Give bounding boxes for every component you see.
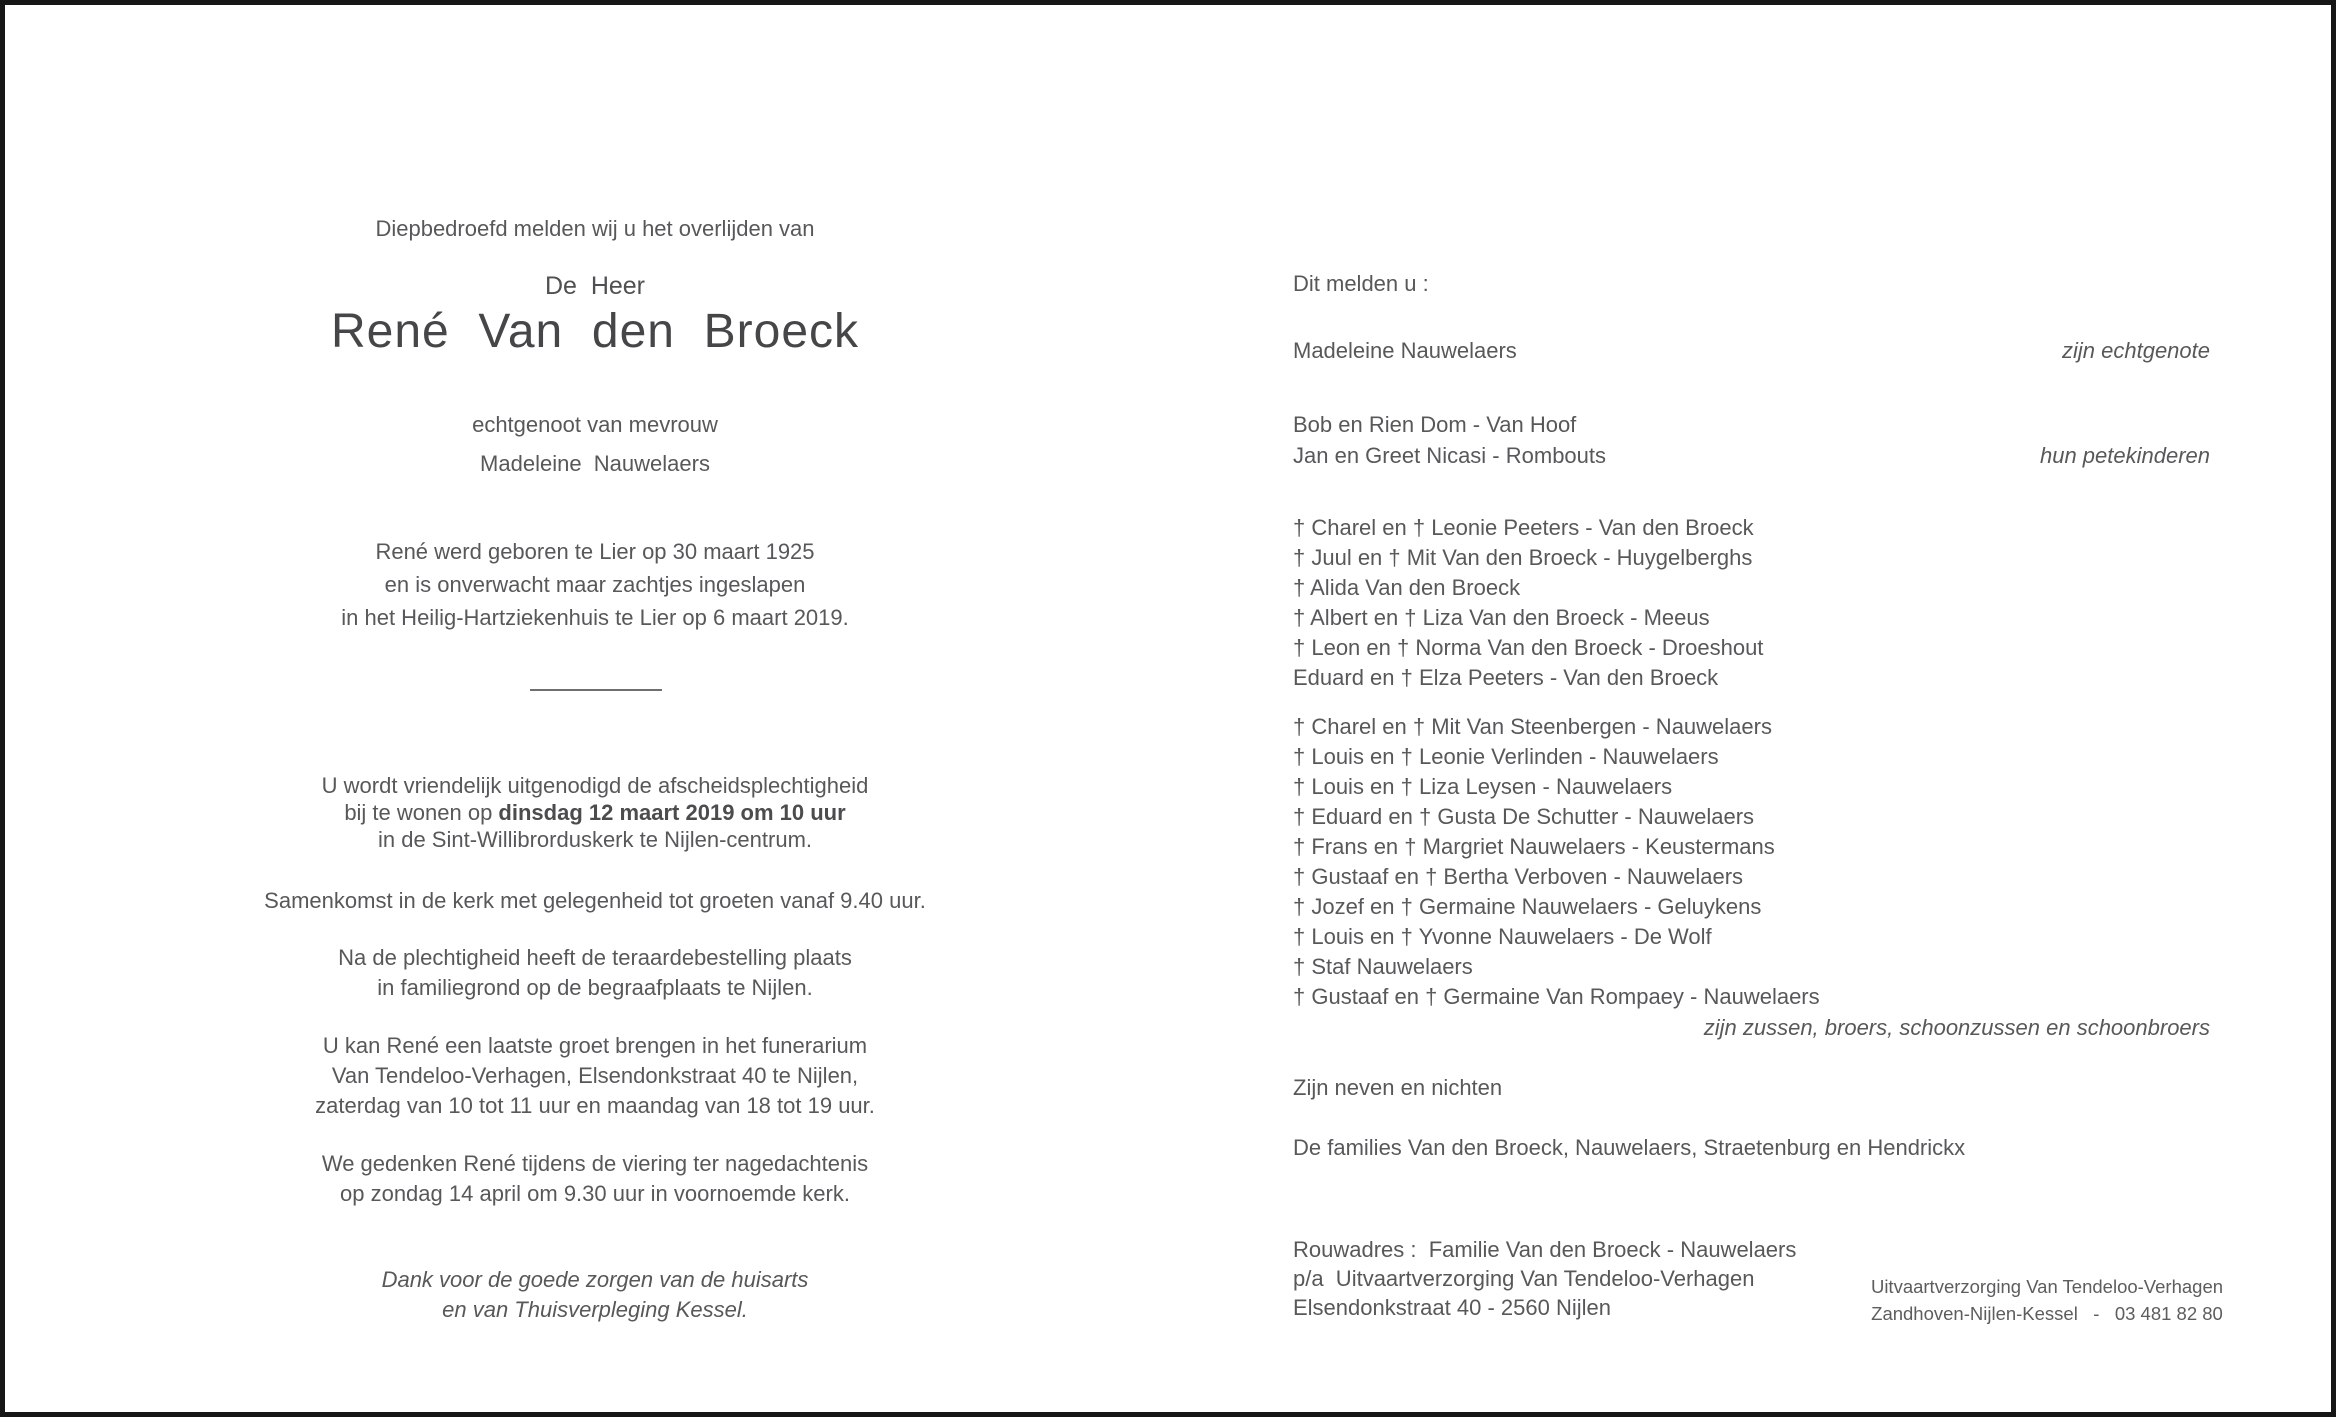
announcers-header (1293, 269, 2210, 299)
announcers-header-text: Dit melden u : (1293, 271, 1429, 296)
sibling-line: † Staf Nauwelaers (1293, 954, 1473, 979)
widow-name: Madeleine Nauwelaers (1293, 338, 1517, 363)
mourning-address-line-2: p/a Uitvaartverzorging Van Tendeloo-Verhagen (1293, 1266, 1755, 1291)
godchild-1: Bob en Rien Dom - Van Hoof (1293, 412, 1577, 437)
mourning-address-line-1: Rouwadres : Familie Van den Broeck - Nauwelaers (1293, 1237, 1797, 1262)
deceased-name (155, 304, 1035, 360)
invitation-date-bold: dinsdag 12 maart 2019 om 10 uur (498, 800, 846, 825)
sibling-line: † Gustaaf en † Bertha Verboven - Nauwelaers (1293, 864, 1744, 889)
sibling-line: † Louis en † Leonie Verlinden - Nauwelaers (1293, 744, 1719, 769)
widow-row (1293, 336, 2210, 366)
sibling-line: † Jozef en † Germaine Nauwelaers - Geluykens (1293, 894, 1762, 919)
salutation-text: De Heer (544, 272, 646, 300)
invitation-line-1: U wordt vriendelijk uitgenodigd de afscheidsplechtigheid (321, 773, 869, 798)
sibling-line: † Eduard en † Gusta De Schutter - Nauwelaers (1293, 804, 1755, 829)
undertaker-locations-phone: Zandhoven-Nijlen-Kessel - 03 481 82 80 (1871, 1303, 2223, 1324)
spouse-intro: echtgenoot van mevrouw (472, 412, 718, 437)
invitation-block (155, 772, 1035, 853)
spouse-name: Madeleine Nauwelaers (480, 451, 710, 476)
funerarium-line-3: zaterdag van 10 tot 11 uur en maandag van 18 tot 19 uur. (315, 1093, 875, 1118)
burial-line-1: Na de plechtigheid heeft de teraardebestelling plaats (338, 945, 852, 970)
families-line (1293, 1133, 2210, 1163)
siblings-relation-text: zijn zussen, broers, schoonzussen en schoonbroers (1703, 1015, 2210, 1040)
invitation-line-3: in de Sint-Willibrorduskerk te Nijlen-centrum. (377, 827, 813, 852)
siblings-relation (1293, 1013, 2210, 1043)
families-text: De families Van den Broeck, Nauwelaers, Straetenburg en Hendrickx (1293, 1135, 1966, 1160)
gathering-text: Samenkomst in de kerk met gelegenheid tot groeten vanaf 9.40 uur. (264, 888, 926, 913)
burial-line-2: in familiegrond op de begraafplaats te Nijlen. (377, 975, 813, 1000)
life-line-3: in het Heilig-Hartziekenhuis te Lier op 6 maart 2019. (341, 605, 849, 630)
funerarium-block (155, 1031, 1035, 1121)
godchildren-block (1293, 409, 2210, 471)
invitation-line-2 (155, 799, 1035, 826)
sibling-line: † Louis en † Yvonne Nauwelaers - De Wolf (1293, 924, 1712, 949)
life-line-1: René werd geboren te Lier op 30 maart 1925 (375, 539, 815, 564)
godchildren-relation: hun petekinderen (2039, 443, 2210, 468)
thanks-line-1: Dank voor de goede zorgen van de huisarts (381, 1267, 809, 1292)
section-divider (530, 689, 662, 691)
thanks-block (155, 1265, 1035, 1325)
siblings-group-1 (1293, 513, 2210, 693)
nephews-text: Zijn neven en nichten (1293, 1075, 1503, 1100)
mourning-address-line-3: Elsendonkstraat 40 - 2560 Nijlen (1293, 1295, 1611, 1320)
nephews-line (1293, 1073, 2210, 1103)
sibling-line: † Albert en † Liza Van den Broeck - Meeus (1293, 605, 1710, 630)
godchild-2: Jan en Greet Nicasi - Rombouts (1293, 443, 1607, 468)
undertaker-name: Uitvaartverzorging Van Tendeloo-Verhagen (1870, 1276, 2224, 1297)
salutation (155, 271, 1035, 301)
gathering-line (155, 884, 1035, 917)
invitation-line-2-pre: bij te wonen op (344, 800, 499, 825)
godchild-row-2 (1293, 440, 2210, 471)
sibling-line: † Charel en † Mit Van Steenbergen - Nauwelaers (1293, 714, 1772, 739)
spouse-block (155, 405, 1035, 483)
siblings-group-2 (1293, 712, 2210, 1012)
life-block (155, 535, 1035, 634)
life-line-2: en is onverwacht maar zachtjes ingeslapen (384, 572, 806, 597)
sibling-line: † Leon en † Norma Van den Broeck - Droeshout (1293, 635, 1764, 660)
intro-line (155, 212, 1035, 245)
memorial-line-2: op zondag 14 april om 9.30 uur in voornoemde kerk. (340, 1181, 850, 1206)
funerarium-line-2: Van Tendeloo-Verhagen, Elsendonkstraat 40 te Nijlen, (331, 1063, 859, 1088)
intro-text: Diepbedroefd melden wij u het overlijden van (375, 216, 815, 241)
sibling-line: † Louis en † Liza Leysen - Nauwelaers (1293, 774, 1673, 799)
memorial-block (155, 1149, 1035, 1209)
sibling-line: † Frans en † Margriet Nauwelaers - Keustermans (1293, 834, 1775, 859)
thanks-line-2: en van Thuisverpleging Kessel. (442, 1297, 748, 1322)
sibling-line: Eduard en † Elza Peeters - Van den Broeck (1293, 665, 1719, 690)
memorial-line-1: We gedenken René tijdens de viering ter nagedachtenis (321, 1151, 869, 1176)
funerarium-line-1: U kan René een laatste groet brengen in het funerarium (322, 1033, 868, 1058)
sibling-line: † Gustaaf en † Germaine Van Rompaey - Nauwelaers (1293, 984, 1820, 1009)
undertaker-credit (1867, 1273, 2227, 1327)
sibling-line: † Juul en † Mit Van den Broeck - Huygelberghs (1293, 545, 1753, 570)
sibling-line: † Charel en † Leonie Peeters - Van den Broeck (1293, 515, 1754, 540)
sibling-line: † Alida Van den Broeck (1293, 575, 1521, 600)
burial-block (155, 943, 1035, 1003)
deceased-name-text: René Van den Broeck (330, 305, 860, 358)
widow-relation: zijn echtgenote (2062, 338, 2210, 363)
